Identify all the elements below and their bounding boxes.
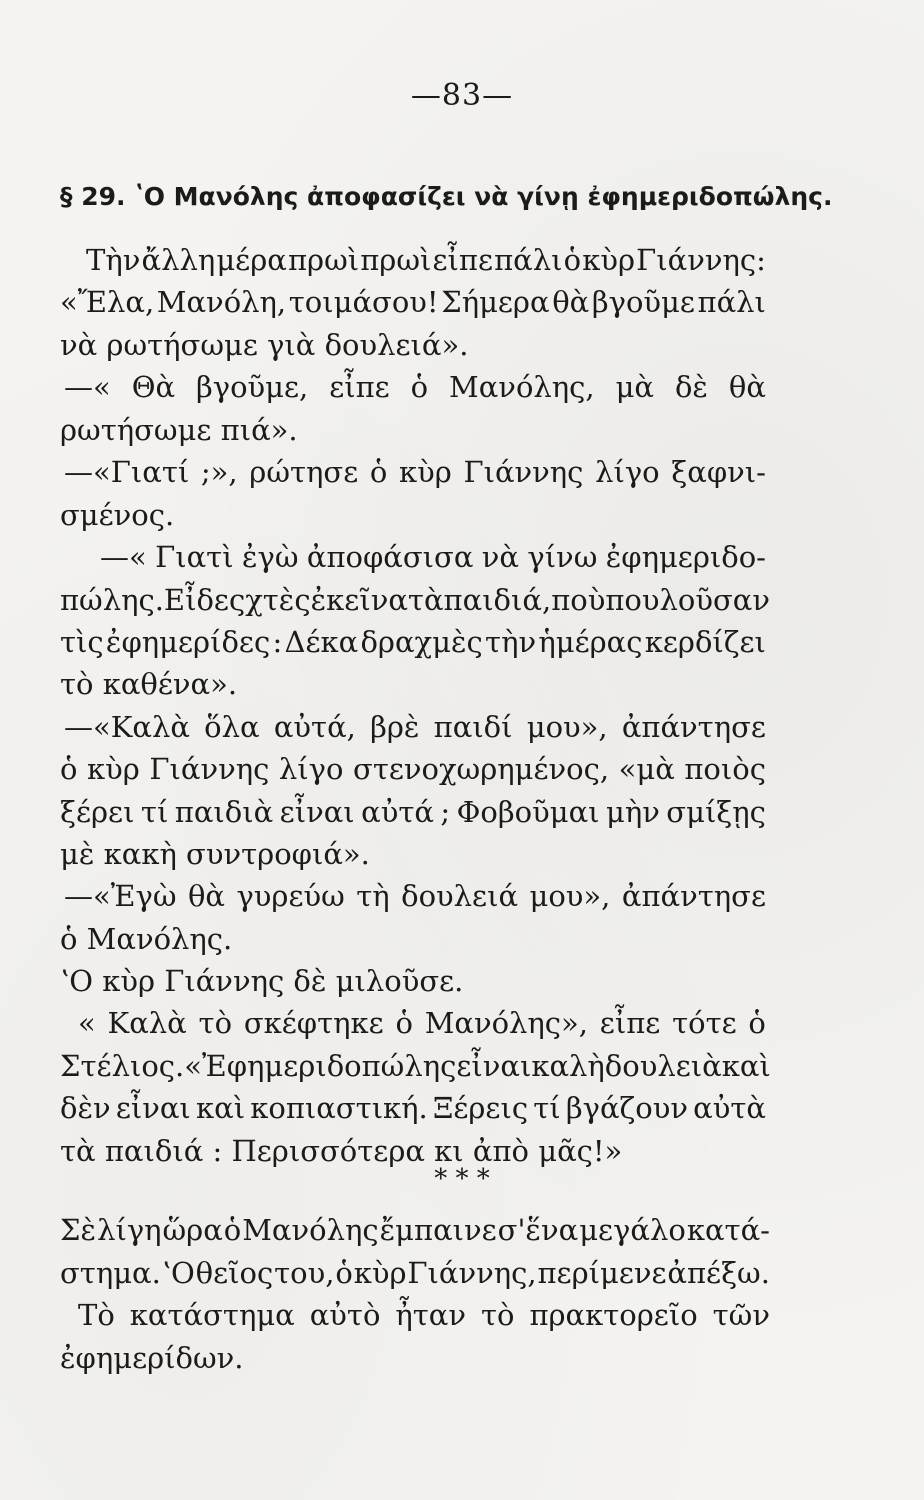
text-line [0, 917, 924, 961]
word: ἡμέρας [538, 625, 643, 659]
word: ὁ [223, 1213, 242, 1247]
text-line [0, 874, 924, 918]
word: Στέλιος. [60, 1049, 185, 1083]
word: ;», [200, 455, 238, 489]
word: ὁ [60, 752, 78, 786]
word: μέρα [216, 243, 287, 277]
text-line [0, 620, 924, 664]
word: μὰ [615, 370, 654, 404]
word: πρωὶ [360, 243, 432, 277]
word: κερδίζει [644, 625, 766, 659]
page-number: —83— [410, 78, 514, 113]
word: του, [274, 1256, 335, 1290]
word: βγοῦμε, [195, 370, 309, 404]
word: δουλειά [401, 879, 519, 913]
word: « [78, 1006, 96, 1040]
word: παιδιά, [443, 583, 552, 617]
text-line [0, 1251, 924, 1295]
word: τὴν [485, 625, 537, 659]
word: ἀπάντησε [621, 879, 766, 913]
word: τί [533, 1091, 561, 1125]
word: πρακτορεῖο [529, 1298, 698, 1332]
word: ξαφνι- [671, 455, 766, 489]
word: Σὲ [60, 1213, 97, 1247]
word: Ξέρεις [432, 1091, 529, 1125]
word: βγοῦμε [591, 285, 695, 319]
word: γίνω [527, 540, 598, 574]
word: θὰ [552, 285, 590, 319]
word: τῶν [712, 1298, 770, 1332]
word-run: ʽΟ κὺρ Γιάννης δὲ μιλοῦσε. [60, 964, 464, 998]
text-line [0, 1044, 924, 1088]
text-line [0, 578, 924, 622]
word: κοπιαστική. [250, 1091, 428, 1125]
word: ἐκεῖνα [310, 583, 408, 617]
word: μου», [526, 710, 608, 744]
word: εἶναι [279, 795, 355, 829]
word: λίγο [595, 455, 660, 489]
text-line [0, 832, 924, 876]
section-heading: § 29. ʽΟ Μανόλης ἀποφασίζει νὰ γίνῃ ἐφημεριδοπώλης. [60, 182, 833, 211]
word: μὴν [605, 795, 660, 829]
word: αὐτά, [273, 710, 356, 744]
word: χτὲς [245, 583, 311, 617]
word: γυρεύω [236, 879, 345, 913]
word: καλὴ [531, 1049, 605, 1083]
word: —«Ἐγὼ [64, 879, 177, 913]
word: τὴ [356, 879, 390, 913]
word: Μανόλης, [449, 370, 595, 404]
word: ποιὸς [684, 752, 766, 786]
word: —«Καλὰ [64, 710, 190, 744]
word: δὲν [60, 1091, 111, 1125]
word: καὶ [195, 1091, 246, 1125]
word: ξέρει [60, 795, 135, 829]
word: ἔμπαινε [379, 1213, 497, 1247]
text-line [0, 323, 924, 367]
word: λίγη [97, 1213, 162, 1247]
word: θὰ [728, 370, 766, 404]
word-run: ρωτήσωμε πιά». [60, 413, 298, 447]
word: σκέφτηκε [243, 1006, 384, 1040]
word: μεγάλο [579, 1213, 686, 1247]
word: Μανόλης», [424, 1006, 589, 1040]
word: Μανόλης [242, 1213, 379, 1247]
word: : [272, 625, 283, 659]
word: Μανόλη, [156, 285, 287, 319]
word: Γιάννης, [407, 1256, 537, 1290]
word: Δέκα [284, 625, 359, 659]
word: Εἶδες [163, 583, 246, 617]
word: Γιάννης [463, 455, 584, 489]
word: στενοχωρημένος, [353, 752, 610, 786]
word: εἶπε [599, 1006, 661, 1040]
word: ἀπάντησε [621, 710, 766, 744]
word-run: ἐφημερίδων. [60, 1341, 244, 1375]
word: Φοβοῦμαι [456, 795, 600, 829]
word: κατά- [686, 1213, 770, 1247]
word: « [184, 1049, 202, 1083]
word: Καλὰ [107, 1006, 187, 1040]
word-run: τὸ καθένα». [60, 667, 238, 701]
text-line [0, 1336, 924, 1380]
word: Τὴν [86, 243, 141, 277]
word: κὺρ [582, 243, 636, 277]
word: παιδιὰ [174, 795, 274, 829]
word: νὰ [481, 540, 519, 574]
word: δουλειὰ [604, 1049, 722, 1083]
word: ὁ [369, 455, 388, 489]
text-line [0, 747, 924, 791]
word: κατάστημα [129, 1298, 295, 1332]
word: πάλι [697, 285, 766, 319]
word: εἶναι [115, 1091, 191, 1125]
text-line [0, 365, 924, 409]
word: θεῖος [195, 1256, 274, 1290]
word: ὁ [748, 1006, 766, 1040]
word: εἶναι [456, 1049, 532, 1083]
word: Θὰ [131, 370, 176, 404]
text-line [0, 493, 924, 537]
word: Τὸ [78, 1298, 115, 1332]
word: ἀποφάσισα [306, 540, 474, 574]
word: θὰ [187, 879, 225, 913]
word-run: τὰ παιδιά : Περισσότερα κι ἀπὸ μᾶς!» [60, 1134, 623, 1168]
section-separator: * * * [434, 1164, 490, 1194]
text-line [0, 535, 924, 579]
word: τί [140, 795, 169, 829]
word: ὁ [335, 1256, 353, 1290]
word: «Ἔλα, [60, 285, 155, 319]
word: ἐγὼ [241, 540, 299, 574]
text-line [0, 1293, 924, 1337]
word: τοιμάσου! [288, 285, 439, 319]
text-line [0, 280, 924, 324]
word: ἐφημερίδες [105, 625, 271, 659]
word: σ'ἕνα [497, 1213, 579, 1247]
word: εἶπε [432, 243, 493, 277]
word: «μὰ [618, 752, 675, 786]
word: ἐφημεριδο- [605, 540, 766, 574]
word: εἶπε [329, 370, 390, 404]
text-line [0, 790, 924, 834]
word: τὰ [407, 583, 444, 617]
word: —«Γιατί [64, 455, 190, 489]
word: κὺρ [87, 752, 140, 786]
text-line [0, 959, 924, 1003]
word: ἄλλη [141, 243, 216, 277]
word: πάλι [494, 243, 563, 277]
text-line [0, 662, 924, 706]
word: ἀπέξω. [667, 1256, 770, 1290]
word: Σήμερα [441, 285, 550, 319]
word: —« [64, 370, 111, 404]
word: στημα. [60, 1256, 161, 1290]
word: Γιάννης: [636, 243, 766, 277]
word: ποὺ [551, 583, 606, 617]
word: τὶς [60, 625, 104, 659]
word: μου», [529, 879, 611, 913]
word: τὸ [198, 1006, 233, 1040]
word: ὅλα [204, 710, 260, 744]
word: αὐτά [361, 795, 434, 829]
word: αὐτὸ [309, 1298, 381, 1332]
word: λίγο [278, 752, 344, 786]
word: ὁ [395, 1006, 413, 1040]
text-line [0, 1208, 924, 1252]
word: σμίξῃς [666, 795, 766, 829]
word: βγάζουν [565, 1091, 688, 1125]
text-line [0, 1001, 924, 1045]
word: τότε [672, 1006, 737, 1040]
word-run: μὲ κακὴ συντροφιά». [60, 837, 370, 871]
word: βρὲ [370, 710, 420, 744]
word: —« [100, 540, 147, 574]
word: Γιάννης [149, 752, 270, 786]
word: ; [440, 795, 451, 829]
word: δραχμὲς [360, 625, 483, 659]
text-line [0, 408, 924, 452]
word: Γιατὶ [155, 540, 234, 574]
text-line [0, 1086, 924, 1130]
text-line [0, 705, 924, 749]
word: πώλης. [60, 583, 164, 617]
word: πουλοῦσαν [605, 583, 770, 617]
word: περίμενε [537, 1256, 667, 1290]
word: κὺρ [353, 1256, 407, 1290]
word: ʽΟ [161, 1256, 195, 1290]
word: ὁ [563, 243, 582, 277]
word: δὲ [674, 370, 708, 404]
word: ὥρα [162, 1213, 223, 1247]
word: κὺρ [399, 455, 452, 489]
word-run: ὁ Μανόλης. [60, 922, 233, 956]
text-line [0, 450, 924, 494]
word: ὁ [410, 370, 429, 404]
word: αὐτὰ [693, 1091, 766, 1125]
text-line [0, 238, 924, 282]
word: καὶ [721, 1049, 771, 1083]
word: τὸ [480, 1298, 515, 1332]
word: πρωὶ [287, 243, 360, 277]
word-run: σμένος. [60, 498, 175, 532]
word: Ἐφημεριδοπώλης [202, 1049, 457, 1083]
word-run: νὰ ρωτήσωμε γιὰ δουλειά». [60, 328, 469, 362]
word: παιδί [433, 710, 513, 744]
word: ἦταν [395, 1298, 467, 1332]
word: ρώτησε [249, 455, 359, 489]
